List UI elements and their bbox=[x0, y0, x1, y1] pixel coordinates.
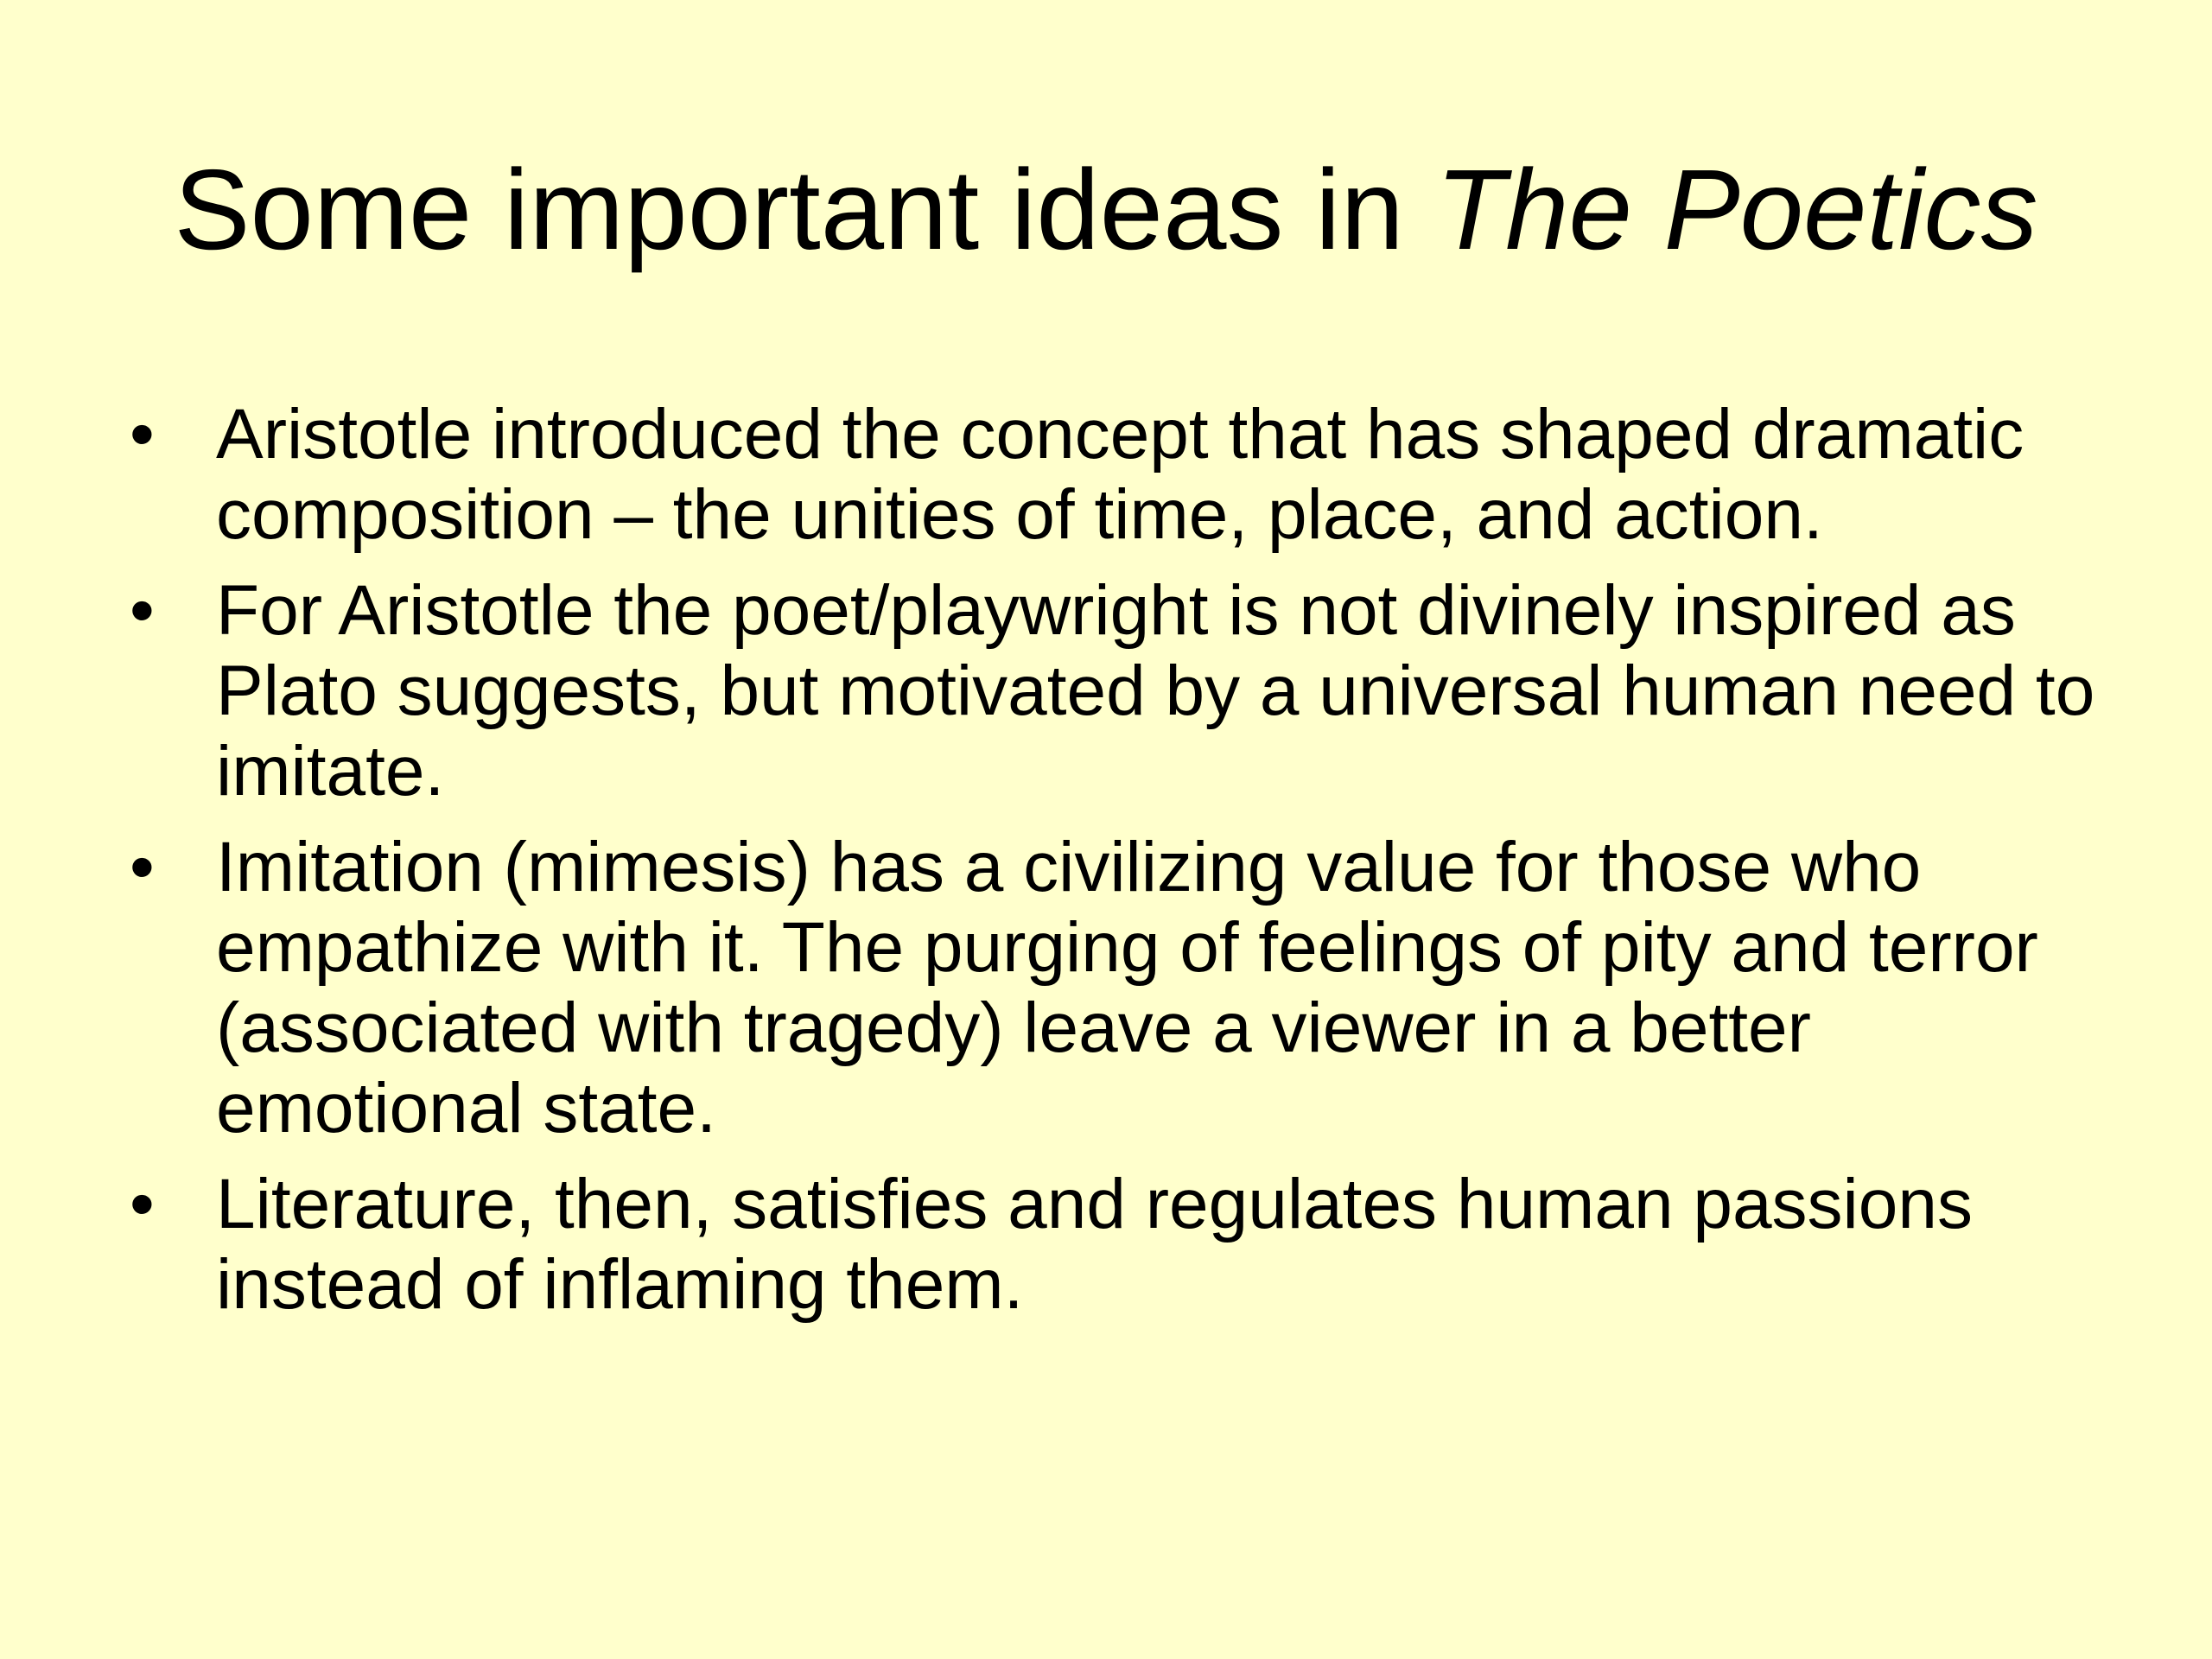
bullet-item bbox=[130, 827, 2117, 1148]
bullet-item bbox=[130, 1164, 2117, 1325]
slide-title-text: Some important ideas in bbox=[174, 146, 1436, 273]
bullet-dot-icon: • bbox=[130, 571, 155, 650]
bullet-text: Aristotle introduced the concept that has shaped dramatic composition – the unities of time, place, and action. bbox=[216, 395, 2024, 554]
bullet-item bbox=[130, 570, 2117, 811]
slide-title bbox=[0, 145, 2212, 275]
bullet-list bbox=[130, 394, 2117, 1340]
bullet-text: Imitation (mimesis) has a civilizing value for those who empathize with it. The purging of feelings of pity and terror (associated with tragedy) leave a viewer in a better emotional state. bbox=[216, 828, 2038, 1147]
bullet-dot-icon: • bbox=[130, 395, 155, 474]
bullet-dot-icon: • bbox=[130, 1165, 155, 1243]
bullet-item bbox=[130, 394, 2117, 555]
bullet-text: Literature, then, satisfies and regulates human passions instead of inflaming them. bbox=[216, 1165, 1973, 1324]
slide-title-work: The Poetics bbox=[1435, 146, 2038, 273]
bullet-text: For Aristotle the poet/playwright is not divinely inspired as Plato suggests, but motivated by a universal human need to imitate. bbox=[216, 571, 2095, 810]
bullet-dot-icon: • bbox=[130, 828, 155, 906]
